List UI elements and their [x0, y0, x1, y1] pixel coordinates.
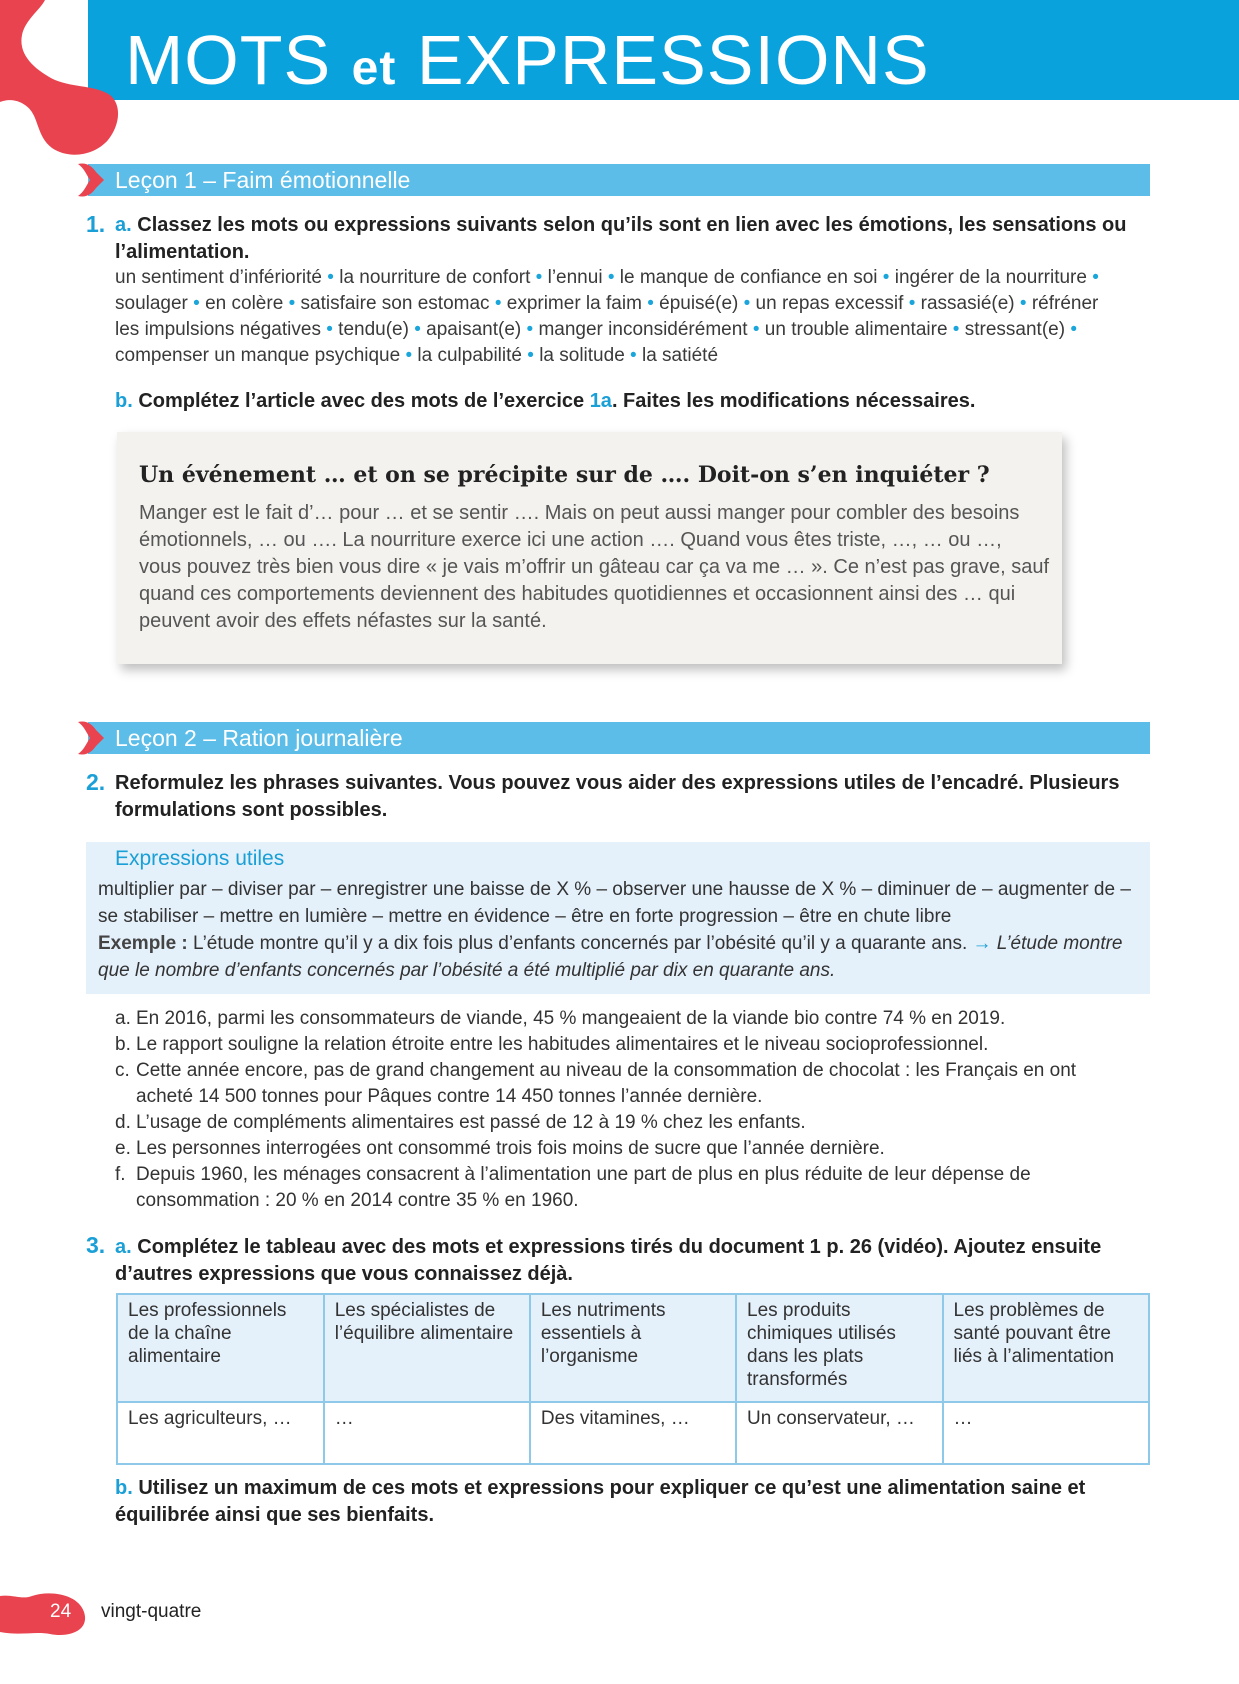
table-header-cell: Les produits chimiques utilisés dans les plats transformés	[736, 1294, 943, 1402]
table-cell[interactable]: Les agriculteurs, …	[117, 1402, 324, 1464]
page-title: MOTS et EXPRESSIONS	[125, 21, 930, 99]
sentence-item: b. Le rapport souligne la relation étroite entre les habitudes alimentaires et le niveau socioprofessionnel.	[115, 1034, 989, 1055]
sentence-item: a. En 2016, parmi les consommateurs de viande, 45 % mangeaient de la viande bio contre 74 % en 2019.	[115, 1008, 1006, 1029]
article-line: vous pouvez très bien vous dire « je vais m’offrir un gâteau car ça va me … ». Ce n’est pas grave, sauf	[139, 556, 1050, 578]
expressions-example: Exemple : L’étude montre qu’il y a dix fois plus d’enfants concernés par l’obésité qu’il y a quarante ans. → L’étude montre que le nombre d’enfants concernés par l’obésité a été multiplié par dix en quarante ans.	[98, 933, 1123, 981]
page-number: 24	[50, 1601, 72, 1622]
table-header-cell: Les nutriments essentiels à l’organisme	[530, 1294, 736, 1402]
article-line: peuvent avoir des effets néfastes sur la santé.	[139, 610, 547, 632]
expressions-list	[98, 876, 1138, 930]
sentence-item: e. Les personnes interrogées ont consommé trois fois moins de sucre que l’année dernière.	[115, 1138, 885, 1159]
page-number-blob-icon	[0, 1590, 90, 1638]
chevron-marker-icon	[76, 718, 112, 758]
sentence-item: d. L’usage de compléments alimentaires est passé de 12 à 19 % chez les enfants.	[115, 1112, 806, 1133]
table-cell[interactable]: Un conservateur, …	[736, 1402, 943, 1464]
exercise-3-number: 3.	[86, 1232, 106, 1258]
word-line-1: un sentiment d’infériorité • la nourriture de confort • l’ennui • le manque de confiance en soi • ingérer de la nourriture •	[115, 267, 1099, 288]
word-line-3: les impulsions négatives • tendu(e) • apaisant(e) • manger inconsidérément • un trouble alimentaire • stressant(e) •	[115, 319, 1077, 340]
table-header-cell: Les spécialistes de l’équilibre alimentaire	[324, 1294, 530, 1402]
table-header-cell: Les problèmes de santé pouvant être liés à l’alimentation	[943, 1294, 1149, 1402]
word-line-2: soulager • en colère • satisfaire son estomac • exprimer la faim • épuisé(e) • un repas excessif • rassasié(e) • réfréner	[115, 293, 1099, 314]
sentence-item: c. Cette année encore, pas de grand changement au niveau de la consommation de chocolat : les Français en ont acheté 14 500 tonnes pour Pâques contre 14 450 tonnes l’année dernière.	[115, 1060, 1077, 1107]
article-line: Manger est le fait d’… pour … et se sentir …. Mais on peut aussi manger pour combler des besoins	[139, 502, 1020, 524]
page-number-words: vingt-quatre	[101, 1601, 202, 1622]
expressions-line: multiplier par – diviser par – enregistrer une baisse de X % – observer une hausse de X % – diminuer de – augmenter de –	[98, 879, 1131, 900]
table-header-row	[117, 1294, 1149, 1402]
article-line: quand ces comportements deviennent des habitudes quotidiennes et occasionnent ainsi des … qui	[139, 583, 1016, 605]
lesson-2-label: Leçon 2 – Ration journalière	[115, 725, 403, 751]
table-cell[interactable]: …	[943, 1402, 1149, 1464]
lesson-1-label: Leçon 1 – Faim émotionnelle	[115, 167, 411, 193]
table-row	[117, 1402, 1149, 1464]
molecule-logo-icon	[0, 0, 130, 170]
word-line-4: compenser un manque psychique • la culpabilité • la solitude • la satiété	[115, 345, 719, 366]
exercise-2-number: 2.	[86, 769, 106, 795]
article-title: Un événement … et on se précipite sur de …. Doit-on s’en inquiéter ?	[139, 462, 990, 488]
table-header-cell: Les professionnels de la chaîne alimentaire	[117, 1294, 324, 1402]
expressions-line: se stabiliser – mettre en lumière – mettre en évidence – être en forte progression – être en chute libre	[98, 906, 952, 927]
sentence-item: f. Depuis 1960, les ménages consacrent à l’alimentation une part de plus en plus réduite de leur dépense de consommation : 20 % en 2014 contre 35 % en 1960.	[115, 1164, 1031, 1211]
article-text	[139, 500, 1050, 635]
exercise-2-instruction: Reformulez les phrases suivantes. Vous pouvez vous aider des expressions utiles de l’encadré. Plusieurs formulations sont possibles.	[115, 772, 1120, 821]
vocabulary-table	[116, 1293, 1150, 1465]
exercise-1a-instruction: a. Classez les mots ou expressions suivants selon qu’ils sont en lien avec les émotions, les sensations ou l’alimentation.	[115, 214, 1127, 263]
table-cell[interactable]: Des vitamines, …	[530, 1402, 736, 1464]
exercise-3b-instruction: b. Utilisez un maximum de ces mots et expressions pour expliquer ce qu’est une alimentation saine et équilibrée ainsi que ses bienfaits.	[115, 1477, 1086, 1526]
exercise-1-word-list	[115, 265, 1155, 369]
article-line: émotionnels, … ou …. La nourriture exerce ici une action …. Quand vous êtes triste, …, … ou …,	[139, 529, 1002, 551]
exercise-1b-instruction: b. Complétez l’article avec des mots de l’exercice 1a. Faites les modifications nécessaires.	[115, 390, 976, 412]
expressions-title: Expressions utiles	[115, 847, 285, 870]
arrow-right-icon: →	[972, 933, 992, 954]
table-cell[interactable]: …	[324, 1402, 530, 1464]
exercise-1-number: 1.	[86, 211, 106, 237]
chevron-marker-icon	[76, 160, 112, 200]
exercise-3a-instruction: a. Complétez le tableau avec des mots et expressions tirés du document 1 p. 26 (vidéo). Ajoutez ensuite d’autres expressions que vous connaissez déjà.	[115, 1236, 1102, 1285]
